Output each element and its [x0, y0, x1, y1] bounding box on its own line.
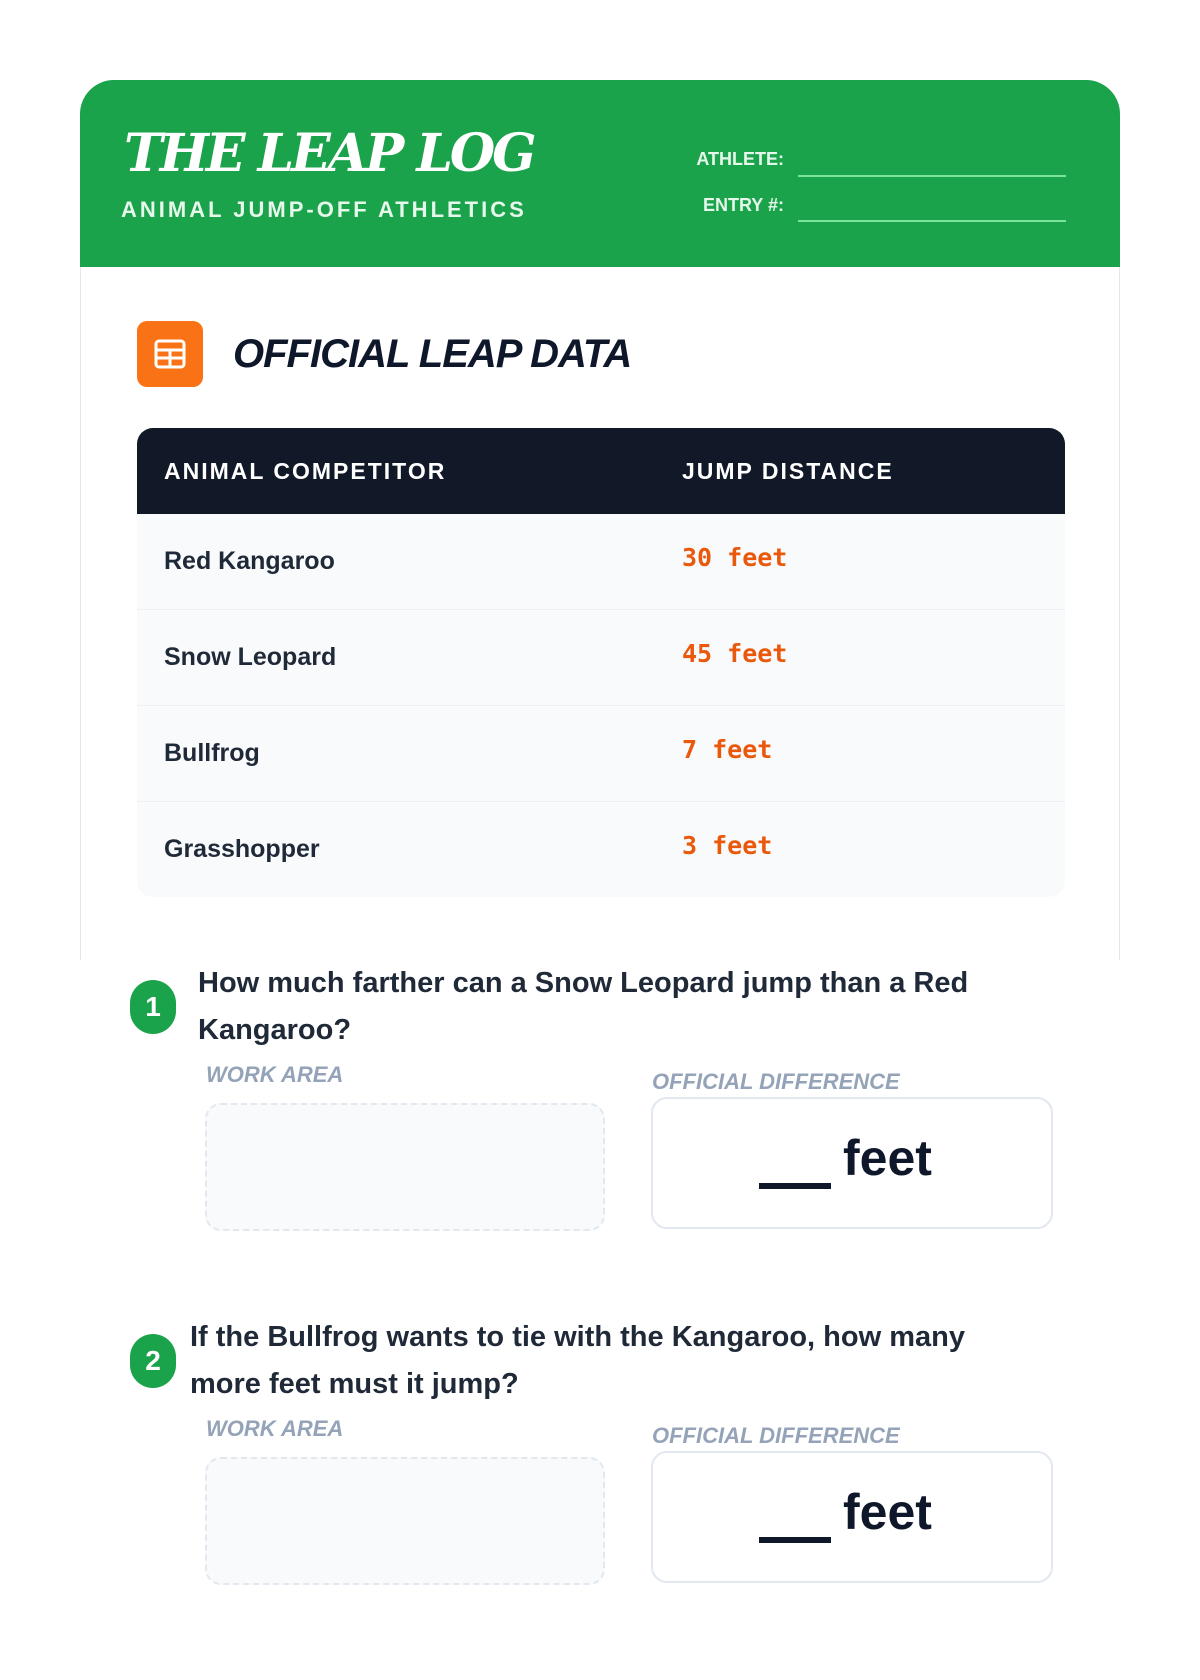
answer-blank[interactable] [759, 1537, 831, 1543]
answer-label: OFFICIAL DIFFERENCE [652, 1069, 900, 1094]
header-banner [80, 80, 1120, 267]
table-row [137, 706, 1065, 802]
answer-label: OFFICIAL DIFFERENCE [652, 1423, 900, 1448]
work-area[interactable] [205, 1457, 605, 1585]
leap-data-table [137, 428, 1065, 897]
worksheet-title: THE LEAP LOG [124, 123, 534, 184]
column-header-distance: JUMP DISTANCE [682, 458, 894, 484]
work-area-label: WORK AREA [206, 1416, 344, 1441]
answer-box[interactable] [651, 1097, 1053, 1229]
question-2 [130, 1314, 1070, 1614]
worksheet [80, 80, 1120, 1680]
animal-name: Red Kangaroo [164, 547, 335, 575]
athlete-label: ATHLETE: [696, 149, 784, 169]
table-row [137, 514, 1065, 610]
section-title: OFFICIAL LEAP DATA [233, 332, 632, 376]
table-header [137, 428, 1065, 514]
work-area[interactable] [205, 1103, 605, 1231]
jump-distance: 45 feet [682, 639, 788, 668]
table-icon [137, 321, 203, 387]
question-number-badge: 2 [130, 1334, 176, 1388]
animal-name: Bullfrog [164, 739, 260, 767]
animal-name: Grasshopper [164, 835, 320, 863]
column-header-animal: ANIMAL COMPETITOR [164, 458, 447, 484]
animal-name: Snow Leopard [164, 643, 337, 671]
entry-label: ENTRY #: [702, 195, 784, 215]
work-area-label: WORK AREA [206, 1062, 344, 1087]
table-row [137, 610, 1065, 706]
worksheet-subtitle: ANIMAL JUMP-OFF ATHLETICS [121, 197, 527, 222]
jump-distance: 7 feet [682, 735, 773, 764]
question-1 [130, 960, 1070, 1340]
entry-field[interactable] [798, 220, 1066, 222]
jump-distance: 30 feet [682, 543, 788, 572]
table-row [137, 802, 1065, 897]
question-number-badge: 1 [130, 980, 176, 1034]
question-text: How much farther can a Snow Leopard jump than a Red Kangaroo? [198, 967, 969, 1046]
answer-unit: feet [843, 1130, 932, 1186]
answer-unit: feet [843, 1484, 932, 1540]
jump-distance: 3 feet [682, 831, 773, 860]
question-text: If the Bullfrog wants to tie with the Kangaroo, how many more feet must it jump? [190, 1321, 965, 1400]
answer-blank[interactable] [759, 1183, 831, 1189]
athlete-field[interactable] [798, 175, 1066, 177]
answer-box[interactable] [651, 1451, 1053, 1583]
